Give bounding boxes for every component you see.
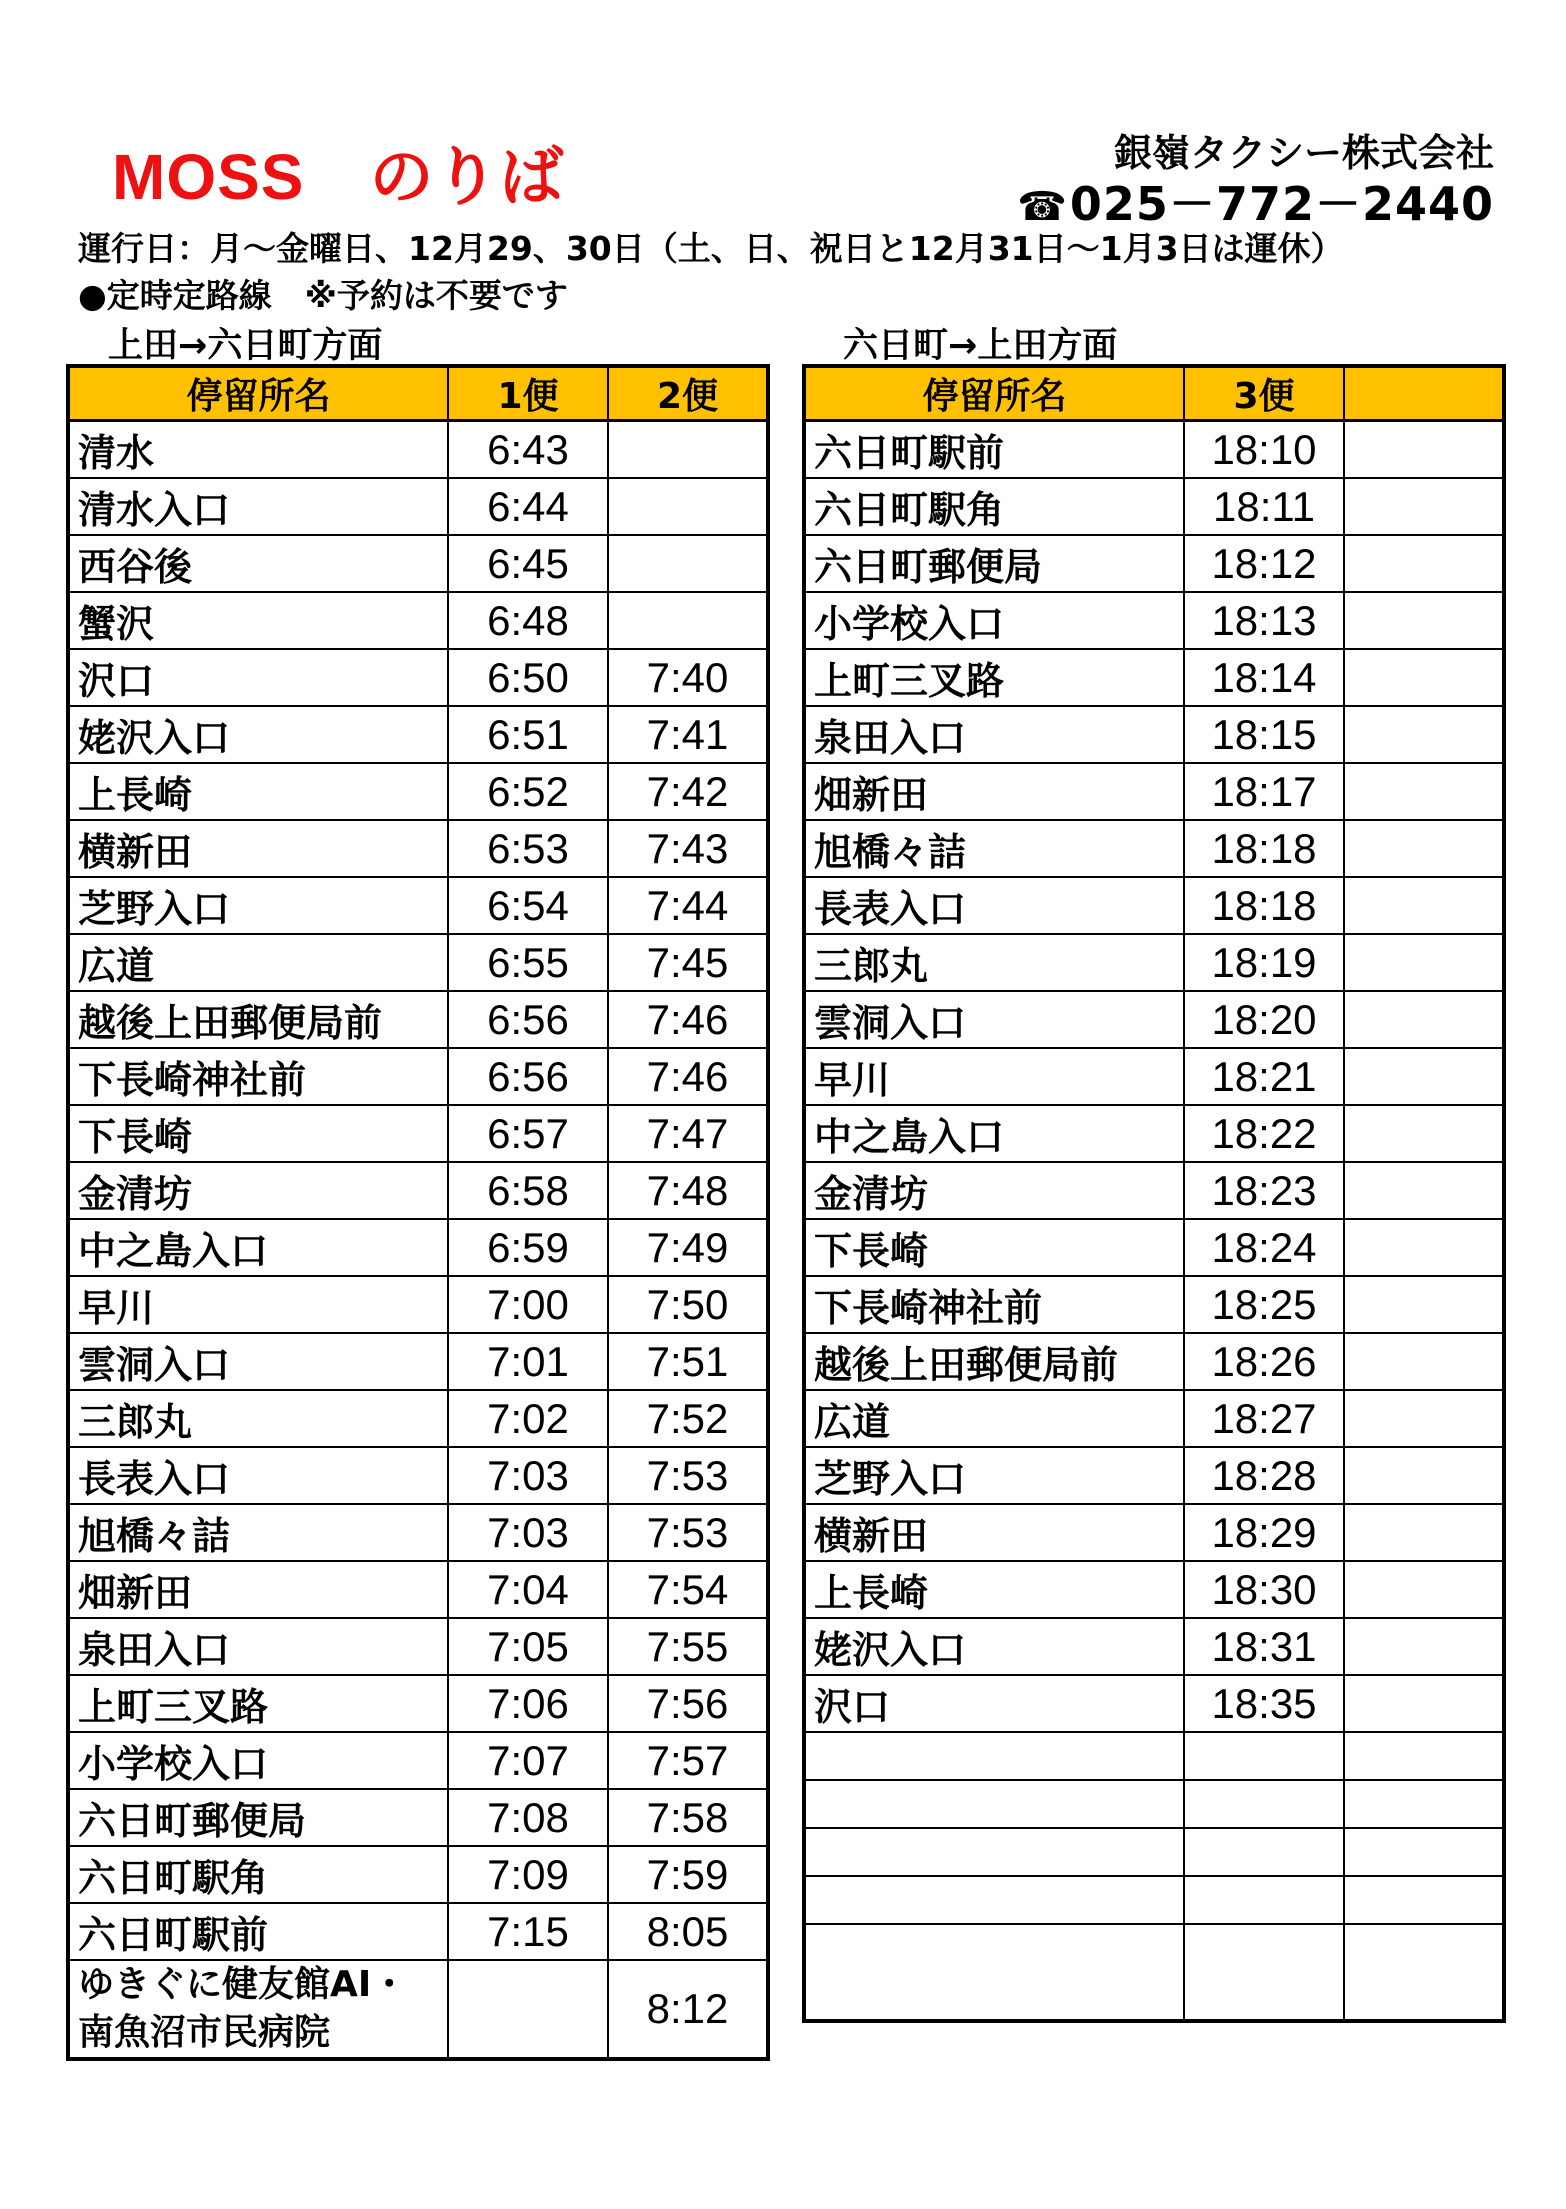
table-row (804, 1276, 1504, 1333)
table-row (804, 1219, 1504, 1276)
stop-name-cell: 長表入口 (804, 877, 1184, 934)
table-row (804, 1333, 1504, 1390)
time-cell: 7:03 (448, 1447, 608, 1504)
time-cell (1344, 1276, 1504, 1333)
time-cell (1344, 1828, 1504, 1876)
time-cell: 6:43 (448, 421, 608, 479)
time-cell: 6:56 (448, 1048, 608, 1105)
stop-name-cell: 蟹沢 (68, 592, 448, 649)
stop-name-cell: 沢口 (804, 1675, 1184, 1732)
stop-name-cell: 早川 (68, 1276, 448, 1333)
table-row (68, 763, 768, 820)
stop-name-cell: 姥沢入口 (68, 706, 448, 763)
table-row (804, 1162, 1504, 1219)
time-cell: 6:48 (448, 592, 608, 649)
stop-name-cell: 芝野入口 (68, 877, 448, 934)
stop-name-cell: 六日町郵便局 (68, 1789, 448, 1846)
stop-name-cell (68, 1960, 448, 2059)
table-row (804, 1048, 1504, 1105)
time-cell: 7:54 (608, 1561, 768, 1618)
stop-name-cell: 雲洞入口 (68, 1333, 448, 1390)
time-cell (1344, 478, 1504, 535)
stop-name-cell: 下長崎神社前 (68, 1048, 448, 1105)
table-row (68, 1561, 768, 1618)
page-title: MOSS のりば (112, 141, 565, 213)
stop-name-cell: 三郎丸 (68, 1390, 448, 1447)
stop-name-cell (804, 1924, 1184, 2021)
table-row (68, 991, 768, 1048)
stop-name-cell: 清水入口 (68, 478, 448, 535)
time-cell (1344, 1876, 1504, 1924)
table-row (804, 1876, 1504, 1924)
table-row (804, 1618, 1504, 1675)
table-row (68, 535, 768, 592)
time-cell: 7:00 (448, 1276, 608, 1333)
stop-name-cell: 三郎丸 (804, 934, 1184, 991)
time-cell: 18:18 (1184, 877, 1344, 934)
time-cell: 18:13 (1184, 592, 1344, 649)
table-row (68, 592, 768, 649)
stop-name-cell: 長表入口 (68, 1447, 448, 1504)
time-cell: 18:25 (1184, 1276, 1344, 1333)
stop-name-cell: 六日町駅前 (68, 1903, 448, 1960)
time-cell: 6:44 (448, 478, 608, 535)
stop-name-cell: 清水 (68, 421, 448, 479)
header-trip-2: 2便 (608, 366, 768, 421)
stop-name-cell: 中之島入口 (804, 1105, 1184, 1162)
timetable-right (802, 364, 1506, 2023)
time-cell: 7:59 (608, 1846, 768, 1903)
header-stop-name: 停留所名 (68, 366, 448, 421)
table-row (68, 1960, 768, 2059)
time-cell: 6:45 (448, 535, 608, 592)
time-cell: 18:31 (1184, 1618, 1344, 1675)
stop-name-cell: 中之島入口 (68, 1219, 448, 1276)
table-row (68, 421, 768, 479)
time-cell (1184, 1924, 1344, 2021)
stop-name-cell: 畑新田 (804, 763, 1184, 820)
time-cell (448, 1960, 608, 2059)
time-cell: 7:08 (448, 1789, 608, 1846)
time-cell: 7:07 (448, 1732, 608, 1789)
time-cell: 8:05 (608, 1903, 768, 1960)
time-cell: 6:53 (448, 820, 608, 877)
time-cell: 7:03 (448, 1504, 608, 1561)
time-cell (1344, 1618, 1504, 1675)
stop-name-cell: 六日町郵便局 (804, 535, 1184, 592)
table-row (68, 1333, 768, 1390)
time-cell: 18:27 (1184, 1390, 1344, 1447)
time-cell: 7:05 (448, 1618, 608, 1675)
time-cell: 7:52 (608, 1390, 768, 1447)
time-cell (1184, 1780, 1344, 1828)
time-cell (1344, 1675, 1504, 1732)
time-cell: 6:54 (448, 877, 608, 934)
time-cell: 6:51 (448, 706, 608, 763)
stop-name-cell: 上長崎 (804, 1561, 1184, 1618)
stop-name-cell: 越後上田郵便局前 (68, 991, 448, 1048)
table-row (68, 1846, 768, 1903)
time-cell: 18:24 (1184, 1219, 1344, 1276)
time-cell (1344, 706, 1504, 763)
stop-name-cell: 旭橋々詰 (804, 820, 1184, 877)
time-cell (1344, 1219, 1504, 1276)
time-cell: 6:59 (448, 1219, 608, 1276)
time-cell (608, 535, 768, 592)
table-row (68, 1276, 768, 1333)
stop-name-cell: 六日町駅角 (804, 478, 1184, 535)
time-cell: 18:23 (1184, 1162, 1344, 1219)
stop-name-line-2: 南魚沼市民病院 (78, 2012, 331, 2053)
stop-name-cell: 下長崎 (68, 1105, 448, 1162)
time-cell: 7:44 (608, 877, 768, 934)
table-row (68, 1903, 768, 1960)
table-row (804, 649, 1504, 706)
time-cell: 7:47 (608, 1105, 768, 1162)
time-cell: 7:09 (448, 1846, 608, 1903)
table-row (804, 1924, 1504, 2021)
time-cell (1344, 1780, 1504, 1828)
time-cell (1184, 1876, 1344, 1924)
stop-name-cell: 広道 (804, 1390, 1184, 1447)
telephone-icon: ☎ (1017, 184, 1068, 230)
time-cell: 7:49 (608, 1219, 768, 1276)
stop-name-cell: 泉田入口 (68, 1618, 448, 1675)
stop-name-cell: 金清坊 (804, 1162, 1184, 1219)
table-row (804, 1675, 1504, 1732)
direction-left: 上田→六日町方面 (108, 326, 383, 366)
table-row (68, 1789, 768, 1846)
table-row (68, 877, 768, 934)
time-cell: 7:57 (608, 1732, 768, 1789)
time-cell (1344, 1561, 1504, 1618)
time-cell (1184, 1732, 1344, 1780)
stop-name-cell: 畑新田 (68, 1561, 448, 1618)
time-cell: 7:46 (608, 1048, 768, 1105)
table-row (68, 1162, 768, 1219)
table-row (804, 1504, 1504, 1561)
time-cell: 7:53 (608, 1504, 768, 1561)
header-trip-3: 3便 (1184, 366, 1344, 421)
time-cell: 7:48 (608, 1162, 768, 1219)
time-cell (1344, 763, 1504, 820)
company-name: 銀嶺タクシー株式会社 (1113, 131, 1494, 175)
stop-name-cell (804, 1828, 1184, 1876)
time-cell: 7:55 (608, 1618, 768, 1675)
stop-name-cell (804, 1876, 1184, 1924)
stop-name-cell: 上町三叉路 (804, 649, 1184, 706)
time-cell (1344, 1732, 1504, 1780)
stop-name-line-1: ゆきぐに健友館AI・ (78, 1964, 408, 2005)
time-cell: 6:58 (448, 1162, 608, 1219)
time-cell (1344, 1504, 1504, 1561)
table-row (68, 1390, 768, 1447)
stop-name-cell: 西谷後 (68, 535, 448, 592)
time-cell: 6:50 (448, 649, 608, 706)
stop-name-cell: 小学校入口 (804, 592, 1184, 649)
time-cell: 18:30 (1184, 1561, 1344, 1618)
time-cell (1344, 1390, 1504, 1447)
stop-name-cell: 早川 (804, 1048, 1184, 1105)
operation-days: 運行日：月～金曜日、12月29、30日（土、日、祝日と12月31日～1月3日は運休） (78, 229, 1344, 268)
time-cell: 18:28 (1184, 1447, 1344, 1504)
time-cell: 6:55 (448, 934, 608, 991)
table-row (68, 478, 768, 535)
time-cell (1344, 535, 1504, 592)
time-cell (1344, 1048, 1504, 1105)
time-cell (1344, 421, 1504, 479)
stop-name-cell: 金清坊 (68, 1162, 448, 1219)
stop-name-cell: 六日町駅角 (68, 1846, 448, 1903)
time-cell: 7:56 (608, 1675, 768, 1732)
time-cell: 18:17 (1184, 763, 1344, 820)
table-header-row (804, 366, 1504, 421)
table-row (804, 934, 1504, 991)
table-row (804, 991, 1504, 1048)
table-row (68, 649, 768, 706)
time-cell: 18:18 (1184, 820, 1344, 877)
time-cell: 18:12 (1184, 535, 1344, 592)
time-cell (608, 592, 768, 649)
stop-name-cell: 横新田 (804, 1504, 1184, 1561)
time-cell: 7:42 (608, 763, 768, 820)
time-cell: 18:15 (1184, 706, 1344, 763)
stop-name-cell (804, 1732, 1184, 1780)
stop-name-cell: 下長崎 (804, 1219, 1184, 1276)
time-cell: 7:51 (608, 1333, 768, 1390)
table-row (804, 763, 1504, 820)
stop-name-cell: 上長崎 (68, 763, 448, 820)
time-cell: 7:46 (608, 991, 768, 1048)
time-cell: 7:06 (448, 1675, 608, 1732)
phone-number: 025－772－2440 (1069, 177, 1494, 231)
stop-name-cell: 泉田入口 (804, 706, 1184, 763)
table-row (804, 1828, 1504, 1876)
time-cell: 18:26 (1184, 1333, 1344, 1390)
time-cell: 8:12 (608, 1960, 768, 2059)
table-row (804, 478, 1504, 535)
header-trip-1: 1便 (448, 366, 608, 421)
time-cell: 7:58 (608, 1789, 768, 1846)
time-cell (608, 478, 768, 535)
stop-name-cell: 雲洞入口 (804, 991, 1184, 1048)
time-cell (1344, 820, 1504, 877)
table-row (68, 1504, 768, 1561)
time-cell (1344, 1105, 1504, 1162)
table-row (68, 1447, 768, 1504)
table-row (804, 1390, 1504, 1447)
time-cell: 18:10 (1184, 421, 1344, 479)
time-cell: 7:04 (448, 1561, 608, 1618)
table-row (804, 820, 1504, 877)
table-row (68, 934, 768, 991)
stop-name-cell: 小学校入口 (68, 1732, 448, 1789)
time-cell: 18:20 (1184, 991, 1344, 1048)
table-row (68, 820, 768, 877)
table-row (68, 1618, 768, 1675)
table-row (804, 1732, 1504, 1780)
time-cell: 18:35 (1184, 1675, 1344, 1732)
table-row (804, 592, 1504, 649)
time-cell (1344, 1447, 1504, 1504)
time-cell: 18:21 (1184, 1048, 1344, 1105)
stop-name-cell: 六日町駅前 (804, 421, 1184, 479)
time-cell (1344, 592, 1504, 649)
header-empty (1344, 366, 1504, 421)
time-cell: 18:29 (1184, 1504, 1344, 1561)
time-cell (1344, 991, 1504, 1048)
time-cell (1344, 877, 1504, 934)
table-header-row (68, 366, 768, 421)
time-cell: 7:45 (608, 934, 768, 991)
stop-name-cell: 横新田 (68, 820, 448, 877)
time-cell (1344, 649, 1504, 706)
table-row (804, 1780, 1504, 1828)
table-row (804, 706, 1504, 763)
table-row (804, 1561, 1504, 1618)
time-cell: 7:01 (448, 1333, 608, 1390)
time-cell (1344, 1333, 1504, 1390)
stop-name-cell: 広道 (68, 934, 448, 991)
table-row (804, 1105, 1504, 1162)
stop-name-cell: 姥沢入口 (804, 1618, 1184, 1675)
table-row (68, 706, 768, 763)
time-cell: 6:56 (448, 991, 608, 1048)
timetable-left (66, 364, 770, 2061)
header-stop-name: 停留所名 (804, 366, 1184, 421)
time-cell: 18:22 (1184, 1105, 1344, 1162)
stop-name-cell: 旭橋々詰 (68, 1504, 448, 1561)
table-row (68, 1732, 768, 1789)
stop-name-cell (804, 1780, 1184, 1828)
table-row (68, 1105, 768, 1162)
table-row (804, 1447, 1504, 1504)
time-cell: 18:11 (1184, 478, 1344, 535)
time-cell (1344, 1162, 1504, 1219)
table-row (68, 1219, 768, 1276)
time-cell (1184, 1828, 1344, 1876)
table-row (804, 421, 1504, 479)
service-note: ●定時定路線 ※予約は不要です (78, 276, 568, 315)
time-cell: 6:57 (448, 1105, 608, 1162)
table-row (68, 1675, 768, 1732)
stop-name-cell: 上町三叉路 (68, 1675, 448, 1732)
time-cell: 7:53 (608, 1447, 768, 1504)
stop-name-cell: 芝野入口 (804, 1447, 1184, 1504)
direction-right: 六日町→上田方面 (843, 326, 1118, 366)
time-cell (1344, 1924, 1504, 2021)
table-row (68, 1048, 768, 1105)
time-cell: 7:02 (448, 1390, 608, 1447)
time-cell: 18:14 (1184, 649, 1344, 706)
time-cell (608, 421, 768, 479)
time-cell (1344, 934, 1504, 991)
time-cell: 7:43 (608, 820, 768, 877)
time-cell: 7:40 (608, 649, 768, 706)
time-cell: 7:15 (448, 1903, 608, 1960)
time-cell: 6:52 (448, 763, 608, 820)
stop-name-cell: 越後上田郵便局前 (804, 1333, 1184, 1390)
table-row (804, 535, 1504, 592)
time-cell: 7:50 (608, 1276, 768, 1333)
stop-name-cell: 下長崎神社前 (804, 1276, 1184, 1333)
time-cell: 18:19 (1184, 934, 1344, 991)
time-cell: 7:41 (608, 706, 768, 763)
table-row (804, 877, 1504, 934)
stop-name-cell: 沢口 (68, 649, 448, 706)
